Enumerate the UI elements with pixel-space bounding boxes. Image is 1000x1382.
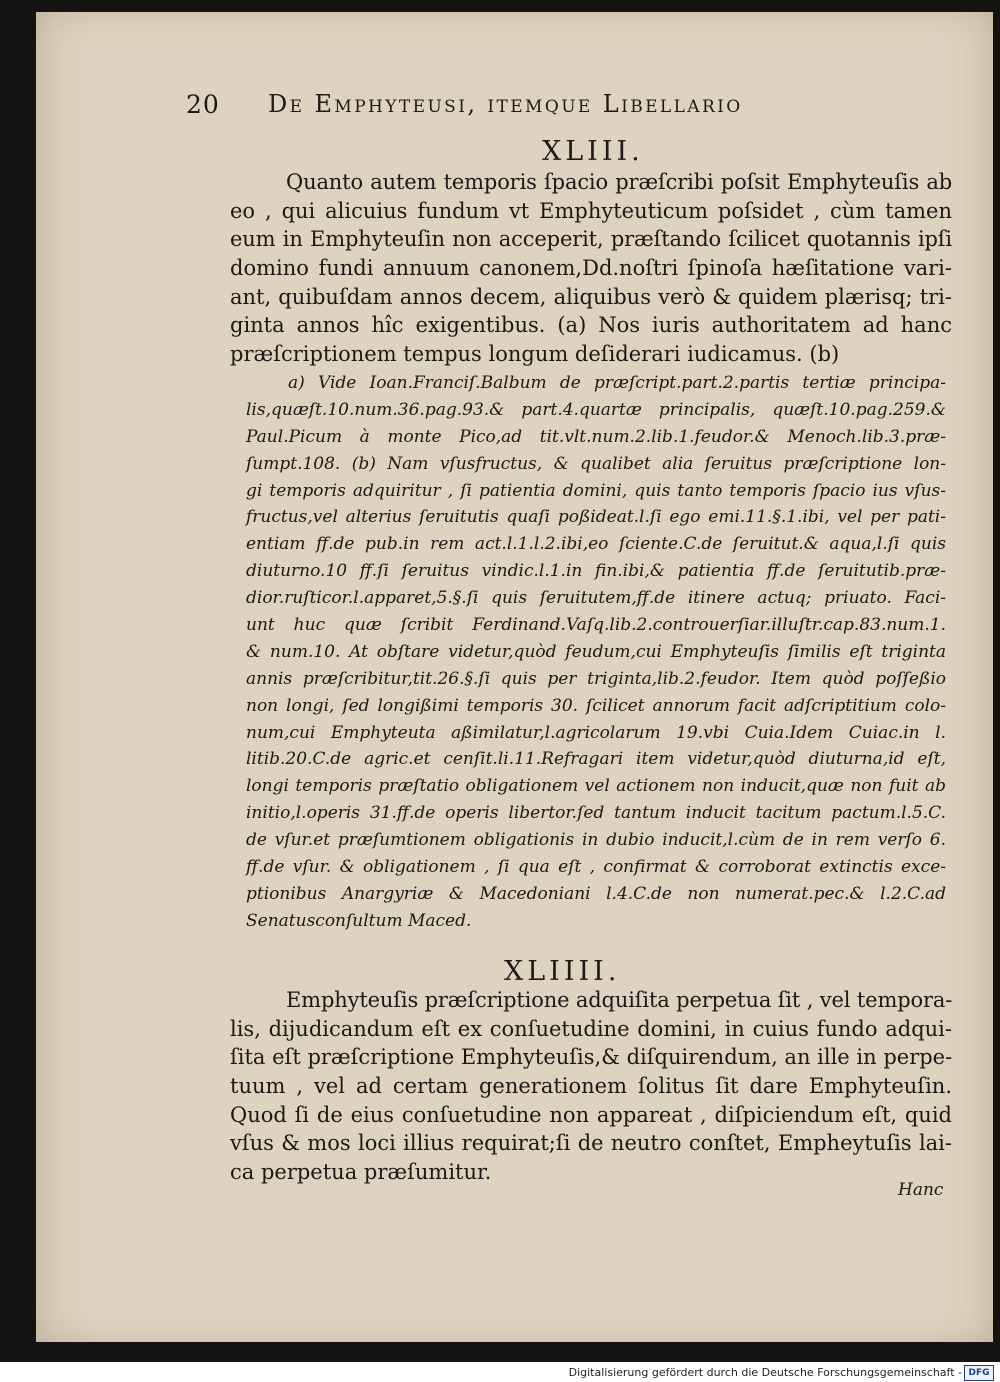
catchword: Hanc bbox=[898, 1180, 944, 1200]
paragraph-line: ca perpetua præſumitur. bbox=[230, 1160, 492, 1185]
paragraph-line: vſus & mos loci illius requirat;ſi de neutro conſtet, Empheytuſis lai- bbox=[230, 1131, 952, 1156]
note-line: num,cui Emphyteuta aßimilatur,l.agricolarum 19.vbi Cuia.Idem Cuiac.in l. bbox=[246, 722, 946, 743]
note-line: ptionibus Anargyriæ & Macedoniani l.4.C.de non numerat.pec.& l.2.C.ad bbox=[246, 883, 946, 904]
paragraph-line: Quod ſi de eius conſuetudine non appareat , diſpiciendum eſt, quid bbox=[230, 1102, 952, 1127]
footer-bar bbox=[0, 1362, 1000, 1382]
note-line: ſumpt.108. (b) Nam vſusfructus, & qualibet alia ſeruitus præſcriptione lon- bbox=[246, 453, 946, 474]
footer-credit: Digitalisierung gefördert durch die Deutsche Forschungsgemeinschaft - bbox=[568, 1366, 962, 1379]
note-line: Paul.Picum à monte Pico,ad tit.vlt.num.2.lib.1.feudor.& Menoch.lib.3.præ- bbox=[246, 426, 946, 447]
section-heading-44: XLIIII. bbox=[504, 956, 621, 987]
paragraph-line: Quanto autem temporis ſpacio præſcribi poſsit Emphyteuſis ab bbox=[286, 170, 952, 194]
note-line: diuturno.10 ff.ſi ſeruitus vindic.l.1.in fin.ibi,& patientia ff.de ſeruitutib.præ- bbox=[246, 561, 946, 582]
paragraph-line: eo , qui alicuius fundum vt Emphyteuticum poſsidet , cùm tamen bbox=[230, 198, 952, 223]
paragraph-line: ſita eſt præſcriptione Emphyteuſis,& diſquirendum, an ille in perpe- bbox=[230, 1045, 953, 1070]
footnotes bbox=[246, 370, 946, 935]
running-title: De Emphyteusi, itemque Libellario bbox=[268, 90, 743, 118]
note-line: non longi, ſed longißimi temporis 30. ſcilicet annorum facit adſcriptitium colo- bbox=[246, 695, 946, 716]
note-line: gi temporis adquiritur , ſi patientia domini, quis tanto temporis ſpacio ius vſus- bbox=[246, 480, 946, 501]
note-line: annis præſcribitur,tit.26.§.ſi quis per triginta,lib.2.feudor. Item quòd poſſeßio bbox=[246, 668, 946, 689]
page-number: 20 bbox=[186, 90, 220, 119]
paragraph-line: ginta annos hîc exigentibus. (a) Nos iuris authoritatem ad hanc bbox=[230, 313, 952, 338]
paragraph-line: præſcriptionem tempus longum deſiderari iudicamus. (b) bbox=[230, 342, 840, 367]
note-line: litib.20.C.de agric.et cenſit.li.11.Refragari item videtur,quòd diuturna,id eſt, bbox=[246, 749, 946, 770]
paragraph-line: ant, quibuſdam annos decem, aliquibus verò & quidem plærisq; tri- bbox=[230, 284, 952, 309]
note-line: ff.de vſur. & obligationem , ſi qua eſt , confirmat & corroborat extinctis exce- bbox=[246, 857, 946, 878]
note-line: lis,quæſt.10.num.36.pag.93.& part.4.quartæ principalis, quæſt.10.pag.259.& bbox=[246, 399, 946, 420]
paragraph-44 bbox=[230, 986, 952, 1187]
note-line: de vſur.et præſumtionem obligationis in dubio inducit,l.cùm de in rem verſo 6. bbox=[246, 830, 946, 851]
note-line: unt huc quæ ſcribit Ferdinand.Vaſq.lib.2.controuerſiar.illuſtr.cap.83.num.1. bbox=[246, 615, 946, 636]
note-line: initio,l.operis 31.ff.de operis libertor.ſed tantum inducit tacitum pactum.l.5.C. bbox=[246, 803, 946, 824]
paragraph-line: eum in Emphyteuſin non acceperit, præſtando ſcilicet quotannis ipſi bbox=[230, 227, 952, 252]
paragraph-43 bbox=[230, 168, 952, 369]
note-line: entiam ff.de pub.in rem act.l.1.l.2.ibi,eo ſciente.C.de ſeruitut.& aqua,l.ſi quis bbox=[246, 534, 946, 555]
paragraph-line: tuum , vel ad certam generationem ſolitus ſit dare Emphyteuſin. bbox=[230, 1074, 952, 1099]
running-head bbox=[186, 90, 886, 124]
note-line: longi temporis præſtatio obligationem vel actionem non inducit,quæ non fuit ab bbox=[246, 776, 946, 797]
section-heading-43: XLIII. bbox=[542, 136, 644, 167]
note-line: & num.10. At obſtare videtur,quòd feudum,cui Emphyteuſis ſimilis eſt triginta bbox=[246, 641, 946, 662]
note-line: Senatusconſultum Maced. bbox=[246, 910, 472, 931]
paragraph-line: lis, dijudicandum eſt ex conſuetudine domini, in cuius fundo adqui- bbox=[230, 1016, 952, 1041]
dfg-logo-icon: DFG bbox=[964, 1365, 994, 1381]
note-line: a) Vide Ioan.Franciſ.Balbum de præſcript.part.2.partis tertiæ principa- bbox=[288, 373, 946, 393]
paragraph-line: domino fundi annuum canonem,Dd.noſtri ſpinoſa hæſitatione vari- bbox=[230, 256, 952, 281]
note-line: dior.ruſticor.l.apparet,5.§.ſi quis ſeruitutem,ff.de itinere actuq; priuato. Faci- bbox=[246, 588, 946, 609]
note-line: fructus,vel alterius ſeruitutis quaſi poßideat.l.ſi ego emi.11.§.1.ibi, vel per pati- bbox=[246, 507, 946, 528]
paragraph-line: Emphyteuſis præſcriptione adquiſita perpetua ſit , vel tempora- bbox=[286, 988, 953, 1012]
